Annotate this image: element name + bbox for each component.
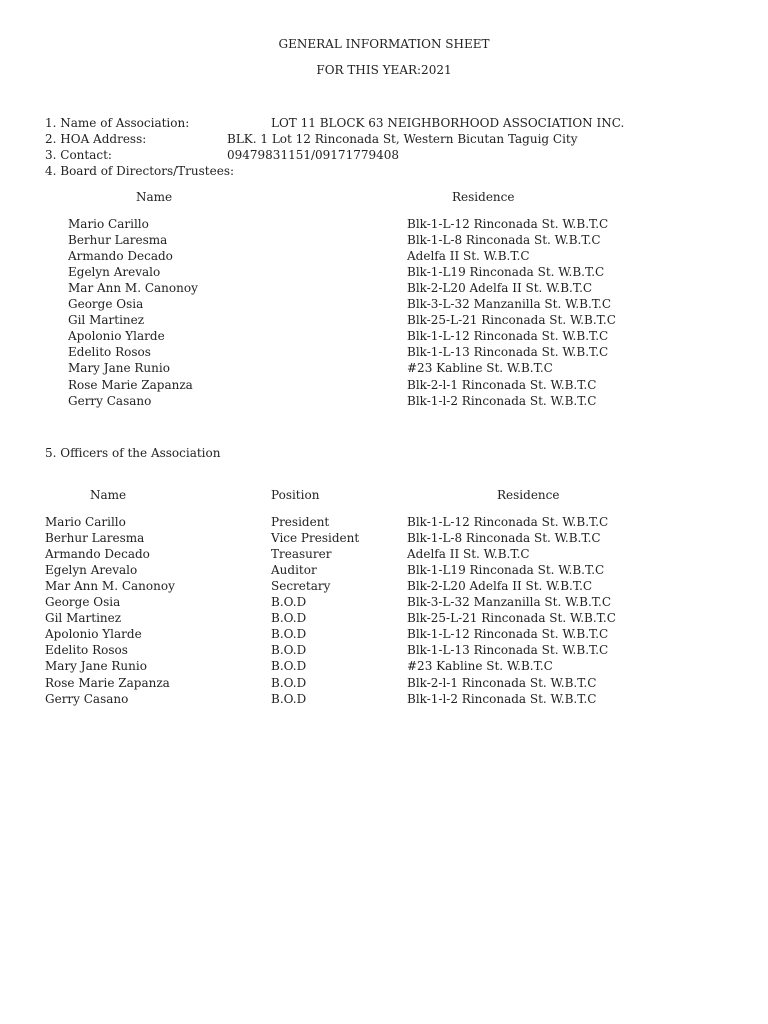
table-row bbox=[0, 216, 768, 232]
officer-residence: Blk-1-L-13 Rinconada St. W.B.T.C bbox=[407, 643, 609, 657]
table-row bbox=[0, 691, 768, 707]
officer-name: Gerry Casano bbox=[45, 692, 129, 706]
table-row bbox=[0, 626, 768, 642]
board-section-label: 4. Board of Directors/Trustees: bbox=[45, 164, 235, 178]
board-residence: Blk-3-L-32 Manzanilla St. W.B.T.C bbox=[407, 297, 612, 311]
association-name-label: 1. Name of Association: bbox=[45, 116, 190, 130]
contact-label: 3. Contact: bbox=[45, 148, 112, 162]
board-name: Edelito Rosos bbox=[68, 345, 151, 359]
officer-name: Rose Marie Zapanza bbox=[45, 676, 170, 690]
officer-position: B.O.D bbox=[271, 595, 307, 609]
officer-residence: Blk-1-l-2 Rinconada St. W.B.T.C bbox=[407, 692, 597, 706]
contact-value: 09479831151/09171779408 bbox=[227, 148, 400, 162]
board-header-name: Name bbox=[136, 190, 173, 204]
board-residence: #23 Kabline St. W.B.T.C bbox=[407, 361, 553, 375]
officer-name: Armando Decado bbox=[45, 547, 150, 561]
board-name: Apolonio Ylarde bbox=[68, 329, 165, 343]
officer-name: Apolonio Ylarde bbox=[45, 627, 142, 641]
board-residence: Blk-1-L-13 Rinconada St. W.B.T.C bbox=[407, 345, 609, 359]
table-row bbox=[0, 562, 768, 578]
officer-residence: #23 Kabline St. W.B.T.C bbox=[407, 659, 553, 673]
hoa-address-value: BLK. 1 Lot 12 Rinconada St, Western Bicutan Taguig City bbox=[227, 132, 578, 146]
officer-position: B.O.D bbox=[271, 643, 307, 657]
officer-position: Auditor bbox=[271, 563, 317, 577]
officer-residence: Blk-1-L19 Rinconada St. W.B.T.C bbox=[407, 563, 605, 577]
board-name: Armando Decado bbox=[68, 249, 173, 263]
association-name-value: LOT 11 BLOCK 63 NEIGHBORHOOD ASSOCIATION INC. bbox=[271, 116, 625, 130]
board-name: Egelyn Arevalo bbox=[68, 265, 161, 279]
table-row bbox=[0, 393, 768, 409]
board-name: George Osia bbox=[68, 297, 144, 311]
hoa-address-label: 2. HOA Address: bbox=[45, 132, 147, 146]
officer-name: Mario Carillo bbox=[45, 515, 126, 529]
table-row bbox=[0, 675, 768, 691]
board-name: Gil Martinez bbox=[68, 313, 145, 327]
table-row bbox=[0, 610, 768, 626]
table-row bbox=[0, 530, 768, 546]
board-name: Mario Carillo bbox=[68, 217, 149, 231]
officer-position: Treasurer bbox=[271, 547, 332, 561]
officer-residence: Blk-1-L-8 Rinconada St. W.B.T.C bbox=[407, 531, 601, 545]
board-residence: Blk-1-L-12 Rinconada St. W.B.T.C bbox=[407, 217, 609, 231]
officer-name: Gil Martinez bbox=[45, 611, 122, 625]
table-row bbox=[0, 312, 768, 328]
board-name: Berhur Laresma bbox=[68, 233, 168, 247]
table-row bbox=[0, 328, 768, 344]
table-row bbox=[0, 360, 768, 376]
officer-residence: Blk-3-L-32 Manzanilla St. W.B.T.C bbox=[407, 595, 612, 609]
officer-name: Mar Ann M. Canonoy bbox=[45, 579, 175, 593]
officers-header-position: Position bbox=[271, 488, 320, 502]
document-title: GENERAL INFORMATION SHEET bbox=[278, 37, 490, 51]
table-row bbox=[0, 280, 768, 296]
officer-position: Vice President bbox=[271, 531, 360, 545]
officer-residence: Adelfa II St. W.B.T.C bbox=[407, 547, 530, 561]
board-name: Mar Ann M. Canonoy bbox=[68, 281, 198, 295]
officers-header-name: Name bbox=[90, 488, 127, 502]
board-residence: Blk-1-L-8 Rinconada St. W.B.T.C bbox=[407, 233, 601, 247]
table-row bbox=[0, 344, 768, 360]
board-header-residence: Residence bbox=[452, 190, 515, 204]
officers-section-label: 5. Officers of the Association bbox=[45, 446, 221, 460]
table-row bbox=[0, 264, 768, 280]
board-residence: Blk-1-l-2 Rinconada St. W.B.T.C bbox=[407, 394, 597, 408]
officer-residence: Blk-1-L-12 Rinconada St. W.B.T.C bbox=[407, 515, 609, 529]
table-row bbox=[0, 296, 768, 312]
officer-name: Egelyn Arevalo bbox=[45, 563, 138, 577]
table-row bbox=[0, 642, 768, 658]
officer-position: B.O.D bbox=[271, 627, 307, 641]
officer-position: B.O.D bbox=[271, 611, 307, 625]
table-row bbox=[0, 578, 768, 594]
board-residence: Blk-2-L20 Adelfa II St. W.B.T.C bbox=[407, 281, 593, 295]
table-row bbox=[0, 594, 768, 610]
board-residence: Adelfa II St. W.B.T.C bbox=[407, 249, 530, 263]
table-row bbox=[0, 232, 768, 248]
officer-position: Secretary bbox=[271, 579, 331, 593]
board-residence: Blk-25-L-21 Rinconada St. W.B.T.C bbox=[407, 313, 616, 327]
board-residence: Blk-2-l-1 Rinconada St. W.B.T.C bbox=[407, 378, 597, 392]
officer-position: President bbox=[271, 515, 330, 529]
board-residence: Blk-1-L-12 Rinconada St. W.B.T.C bbox=[407, 329, 609, 343]
year-line: FOR THIS YEAR:2021 bbox=[316, 63, 452, 77]
officer-position: B.O.D bbox=[271, 659, 307, 673]
officer-name: Mary Jane Runio bbox=[45, 659, 147, 673]
officer-position: B.O.D bbox=[271, 692, 307, 706]
officers-header-residence: Residence bbox=[497, 488, 560, 502]
officer-residence: Blk-2-l-1 Rinconada St. W.B.T.C bbox=[407, 676, 597, 690]
officer-name: Edelito Rosos bbox=[45, 643, 128, 657]
officer-residence: Blk-1-L-12 Rinconada St. W.B.T.C bbox=[407, 627, 609, 641]
board-name: Mary Jane Runio bbox=[68, 361, 170, 375]
table-row bbox=[0, 658, 768, 674]
board-name: Gerry Casano bbox=[68, 394, 152, 408]
board-name: Rose Marie Zapanza bbox=[68, 378, 193, 392]
officer-residence: Blk-2-L20 Adelfa II St. W.B.T.C bbox=[407, 579, 593, 593]
officer-position: B.O.D bbox=[271, 676, 307, 690]
table-row bbox=[0, 546, 768, 562]
table-row bbox=[0, 514, 768, 530]
board-residence: Blk-1-L19 Rinconada St. W.B.T.C bbox=[407, 265, 605, 279]
table-row bbox=[0, 248, 768, 264]
officer-residence: Blk-25-L-21 Rinconada St. W.B.T.C bbox=[407, 611, 616, 625]
table-row bbox=[0, 377, 768, 393]
officer-name: Berhur Laresma bbox=[45, 531, 145, 545]
officer-name: George Osia bbox=[45, 595, 121, 609]
